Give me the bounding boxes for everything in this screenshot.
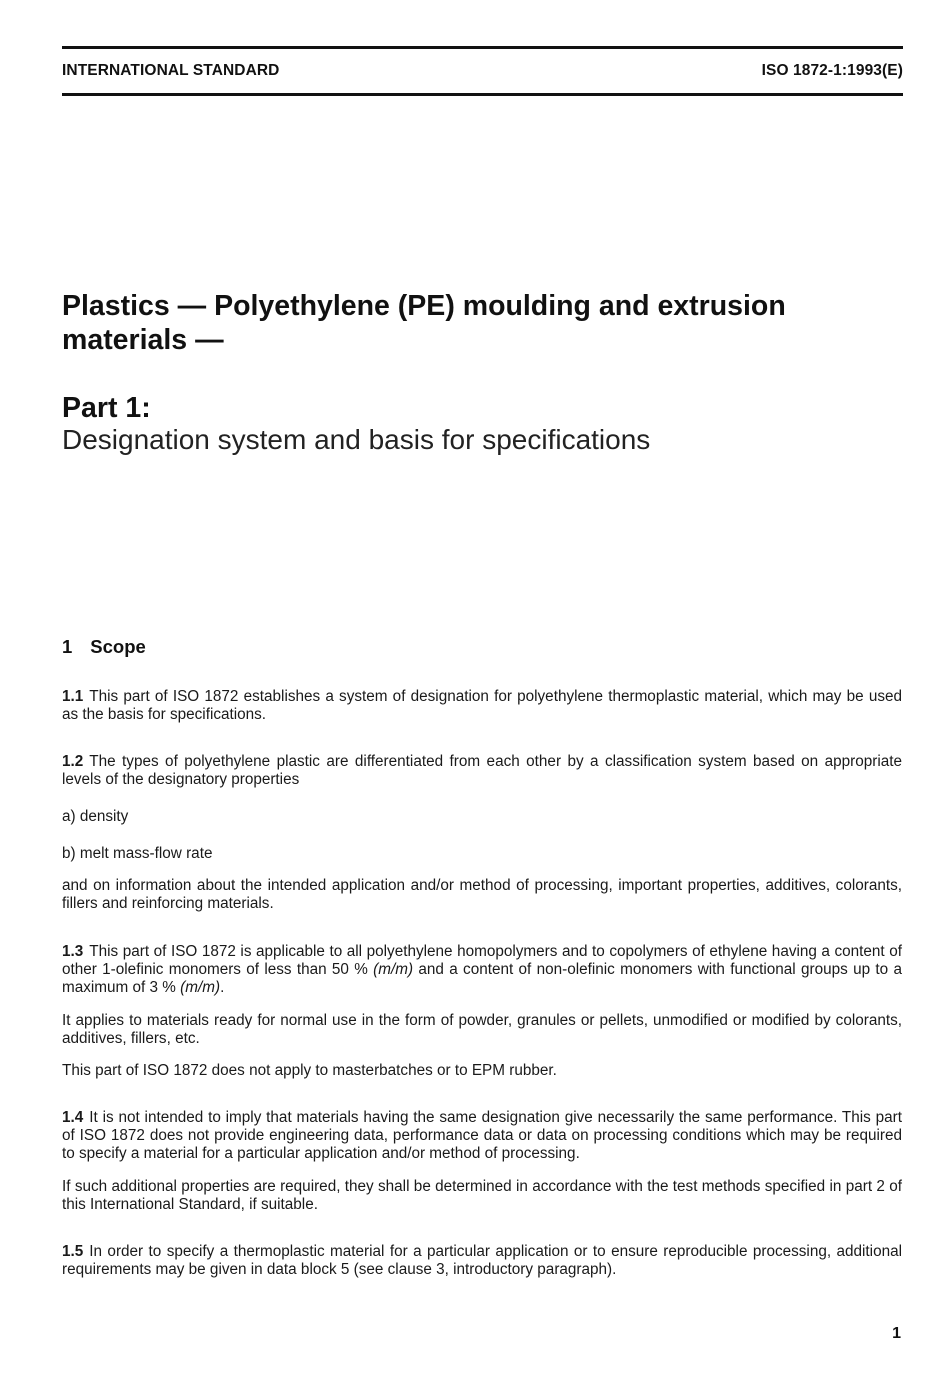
clause-1-4-para-2: If such additional properties are required, they shall be determined in accordance with the test methods specified in part 2 of this International Standard, if suitable. — [62, 1178, 902, 1213]
section-number: 1 — [62, 636, 73, 657]
header-standard-label: INTERNATIONAL STANDARD — [62, 62, 280, 79]
clause-text: The types of polyethylene plastic are differentiated from each other by a classification system based on appropriate levels of the designatory properties — [62, 753, 902, 788]
title-line-2: materials — — [62, 324, 224, 356]
clause-number: 1.5 — [62, 1243, 84, 1260]
clause-number: 1.3 — [62, 943, 84, 960]
list-item-b: b) melt mass-flow rate — [62, 845, 213, 862]
clause-1-1 — [62, 688, 902, 724]
unit-mass-fraction: (m/m) — [180, 979, 221, 996]
clause-1-2-continuation: and on information about the intended application and/or method of processing, important properties, additives, colorants, fillers and reinforcing materials. — [62, 877, 902, 912]
clause-number: 1.4 — [62, 1109, 84, 1126]
clause-number: 1.1 — [62, 688, 84, 705]
clause-1-2 — [62, 753, 902, 789]
clause-text-end: . — [220, 979, 225, 996]
clause-1-5 — [62, 1243, 902, 1279]
part-number: Part 1: — [62, 392, 151, 424]
clause-1-3-para-2: It applies to materials ready for normal use in the form of powder, granules or pellets, unmodified or modified by colorants, additives, fillers, etc. — [62, 1012, 902, 1047]
clause-text: It is not intended to imply that materials having the same designation give necessarily the same performance. This part of ISO 1872 does not provide engineering data, performance data or data on processing conditions which may be required to specify a material for a particular application and/or method of processing. — [62, 1109, 902, 1162]
header-document-number: ISO 1872-1:1993(E) — [761, 62, 903, 79]
header-top-rule — [62, 46, 903, 49]
unit-mass-fraction: (m/m) — [373, 961, 414, 978]
section-heading — [62, 636, 146, 658]
list-item-a: a) density — [62, 808, 129, 825]
clause-1-3-para-3: This part of ISO 1872 does not apply to masterbatches or to EPM rubber. — [62, 1062, 557, 1079]
clause-1-3 — [62, 943, 902, 997]
clause-1-4 — [62, 1109, 902, 1163]
clause-text: This part of ISO 1872 establishes a system of designation for polyethylene thermoplastic material, which may be used as the basis for specifications. — [62, 688, 902, 723]
section-title: Scope — [90, 636, 146, 657]
clause-text-cont: and a content of non-olefinic monomers with functional groups up to a maximum of 3 % — [62, 961, 902, 996]
clause-number: 1.2 — [62, 753, 84, 770]
clause-text: This part of ISO 1872 is applicable to all polyethylene homopolymers and to copolymers of ethylene having a content of other 1-olefinic monomers of less than 50 % — [62, 943, 902, 978]
title-line-1: Plastics — Polyethylene (PE) moulding and extrusion — [62, 290, 786, 322]
header-bottom-rule — [62, 93, 903, 96]
clause-text: In order to specify a thermoplastic material for a particular application or to ensure reproducible processing, additional requirements may be given in data block 5 (see clause 3, introductory paragraph). — [62, 1243, 902, 1278]
part-title: Designation system and basis for specifications — [62, 424, 651, 455]
document-title — [62, 289, 902, 357]
page-number: 1 — [892, 1325, 901, 1342]
